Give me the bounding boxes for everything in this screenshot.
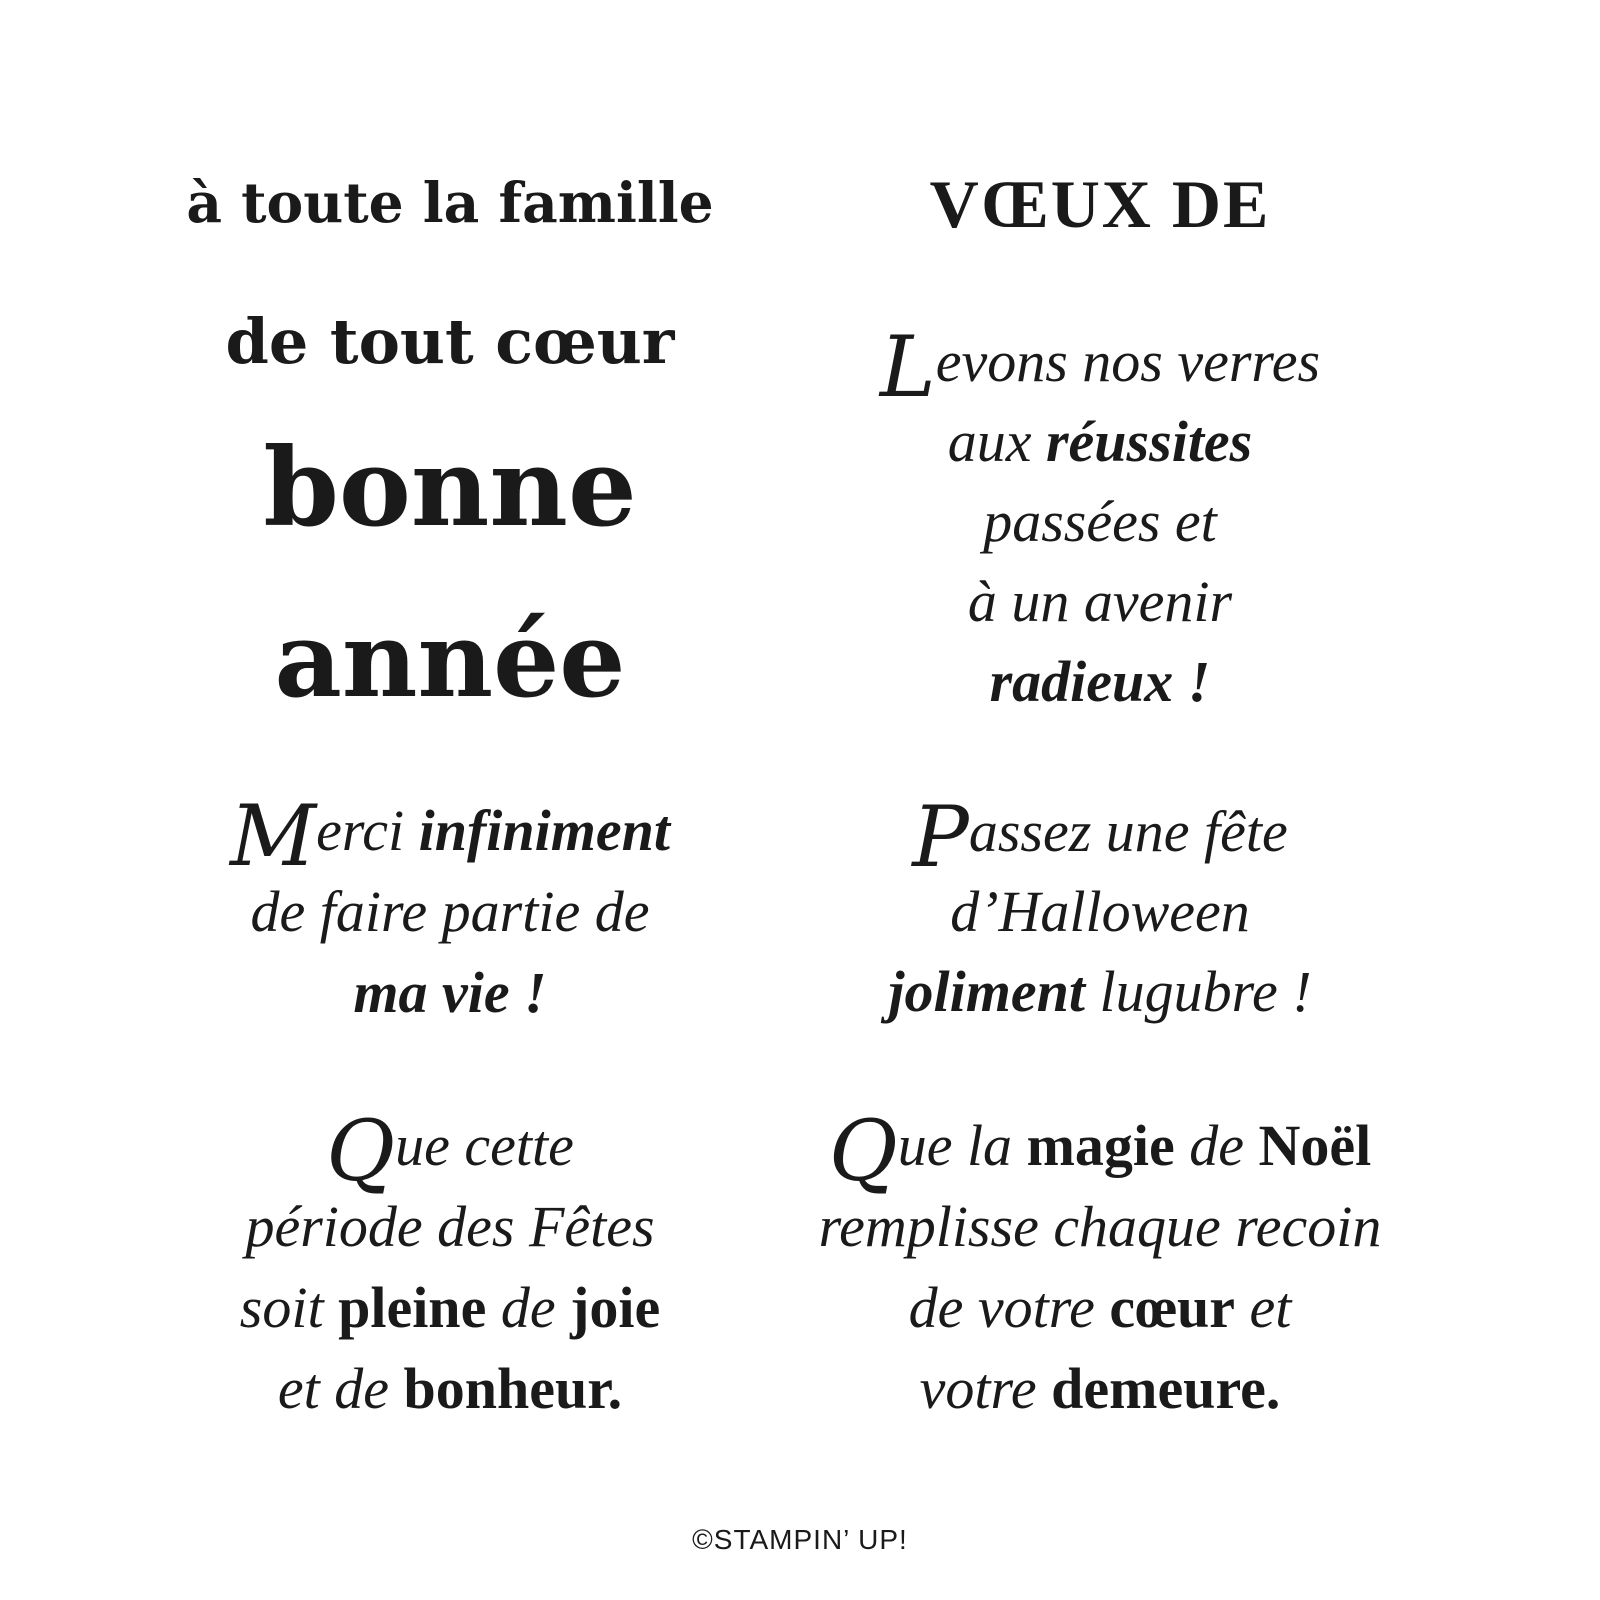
stamp-word-bold: magie [1026, 1113, 1175, 1178]
stamp-word-bold: réussites [1045, 409, 1253, 474]
stamp-word-bold: infiniment [418, 798, 671, 863]
stamp-line [800, 318, 1400, 417]
stamp-word: de votre [908, 1275, 1095, 1340]
stamp-line [150, 1102, 750, 1201]
stamp-word: de [500, 1275, 556, 1340]
stamp-line [150, 1267, 750, 1348]
stamp-word: et [1249, 1275, 1292, 1340]
stamp-text: année [274, 598, 626, 721]
script-initial: M [229, 787, 317, 886]
stamp-line [800, 788, 1400, 887]
script-initial: Q [828, 1102, 898, 1201]
stamp-text: à toute la famille [186, 170, 714, 235]
script-initial: L [879, 318, 936, 417]
stamp-line: radieux ! [989, 649, 1211, 714]
stamp-word: soit [239, 1275, 324, 1340]
stamp-line [760, 1102, 1440, 1201]
stamp-line: d’Halloween [950, 879, 1250, 944]
stamp-word-bold: cœur [1109, 1275, 1236, 1340]
stamp-line: de faire partie de [250, 879, 650, 944]
stamp-line: passées et [983, 489, 1217, 554]
stamp-halloween [800, 788, 1400, 1032]
stamp-a-toute-la-famille [150, 170, 750, 235]
stamp-word: aux [947, 409, 1032, 474]
script-initial: Q [326, 1102, 396, 1201]
stamp-word: et de [277, 1356, 389, 1421]
stamp-word: evons nos verres [935, 329, 1321, 394]
stamp-merci-infiniment [150, 787, 750, 1033]
stamp-word: lugubre ! [1099, 959, 1312, 1024]
stamp-word: ue cette [395, 1113, 574, 1178]
stamp-word-bold: joliment [888, 959, 1085, 1024]
stamp-line: à un avenir [967, 569, 1233, 634]
stamp-word: ue la [897, 1113, 1013, 1178]
stamp-line [150, 787, 750, 886]
stamp-de-tout-coeur [150, 305, 750, 378]
stamp-line: ma vie ! [353, 960, 547, 1025]
stamp-word: de [1189, 1113, 1244, 1178]
stamp-magie-de-noel [760, 1102, 1440, 1429]
stamp-line: remplisse chaque recoin [818, 1194, 1382, 1259]
stamp-word-bold: joie [570, 1275, 661, 1340]
copyright-notice [0, 1524, 1600, 1556]
stamp-line [760, 1348, 1440, 1429]
stamp-text: VŒUX DE [929, 166, 1271, 242]
stamp-line: période des Fêtes [245, 1194, 655, 1259]
stamp-word: assez une fête [968, 799, 1288, 864]
stamp-word-bold: bonheur. [403, 1356, 623, 1421]
stamp-line [800, 952, 1400, 1032]
stamp-voeux-de [800, 165, 1400, 244]
script-initial: P [912, 788, 969, 887]
stamp-word-bold: Noël [1258, 1113, 1372, 1178]
stamp-line [150, 1348, 750, 1429]
stamp-word: votre [919, 1356, 1037, 1421]
stamp-levons-nos-verres [800, 318, 1400, 722]
stamp-word-bold: demeure. [1051, 1356, 1281, 1421]
stamp-periode-des-fetes [150, 1102, 750, 1429]
stamp-annee [150, 598, 750, 721]
stamp-bonne [150, 425, 750, 551]
stamp-word-bold: pleine [338, 1275, 487, 1340]
stamp-text: bonne [263, 425, 637, 551]
stamp-text: de tout cœur [225, 305, 675, 378]
stamp-word: erci [316, 798, 405, 863]
copyright-text: ©STAMPIN’ UP! [692, 1524, 908, 1555]
stamp-line [760, 1267, 1440, 1348]
